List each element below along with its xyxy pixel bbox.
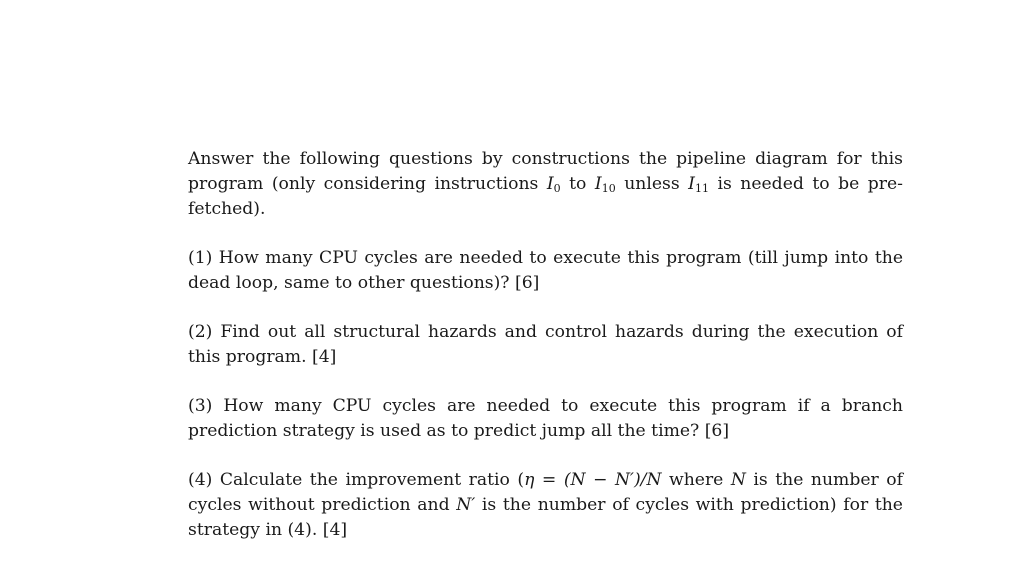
intro-paragraph bbox=[188, 147, 903, 222]
question-3: (3) How many CPU cycles are needed to execute this program if a branch prediction strategy is used as to predict jump all the time? [6] bbox=[188, 396, 903, 441]
question-1: (1) How many CPU cycles are needed to execute this program (till jump into the dead loop, same to other questions)? [6] bbox=[188, 248, 903, 293]
variable-n-prime: N′ bbox=[456, 495, 476, 515]
intro-text-4: is needed to be pre-fetched). bbox=[188, 174, 903, 219]
intro-text-2: to bbox=[560, 174, 595, 194]
instruction-first: $I_0$ bbox=[546, 174, 561, 195]
improvement-formula: η = (N − N′)/N bbox=[524, 470, 662, 490]
intro-text-1: Answer the following questions by constructions the pipeline diagram for this program (only considering instructions bbox=[188, 149, 903, 194]
q4-text-2: where bbox=[661, 470, 731, 490]
q4-text-1: (4) Calculate the improvement ratio ( bbox=[188, 470, 525, 490]
intro-text-3: unless bbox=[615, 174, 689, 194]
instruction-next: $I_{11}$ bbox=[688, 174, 709, 195]
q4-text-3: is the number of cycles without prediction and bbox=[188, 470, 903, 515]
question-4 bbox=[188, 468, 903, 543]
question-2: (2) Find out all structural hazards and control hazards during the execution of this program. [4] bbox=[188, 322, 903, 367]
variable-n: N bbox=[730, 470, 746, 490]
q4-text-4: is the number of cycles with prediction) for the strategy in (4). [4] bbox=[188, 495, 903, 540]
question-sheet bbox=[188, 147, 903, 543]
instruction-last: $I_{10}$ bbox=[594, 174, 616, 195]
